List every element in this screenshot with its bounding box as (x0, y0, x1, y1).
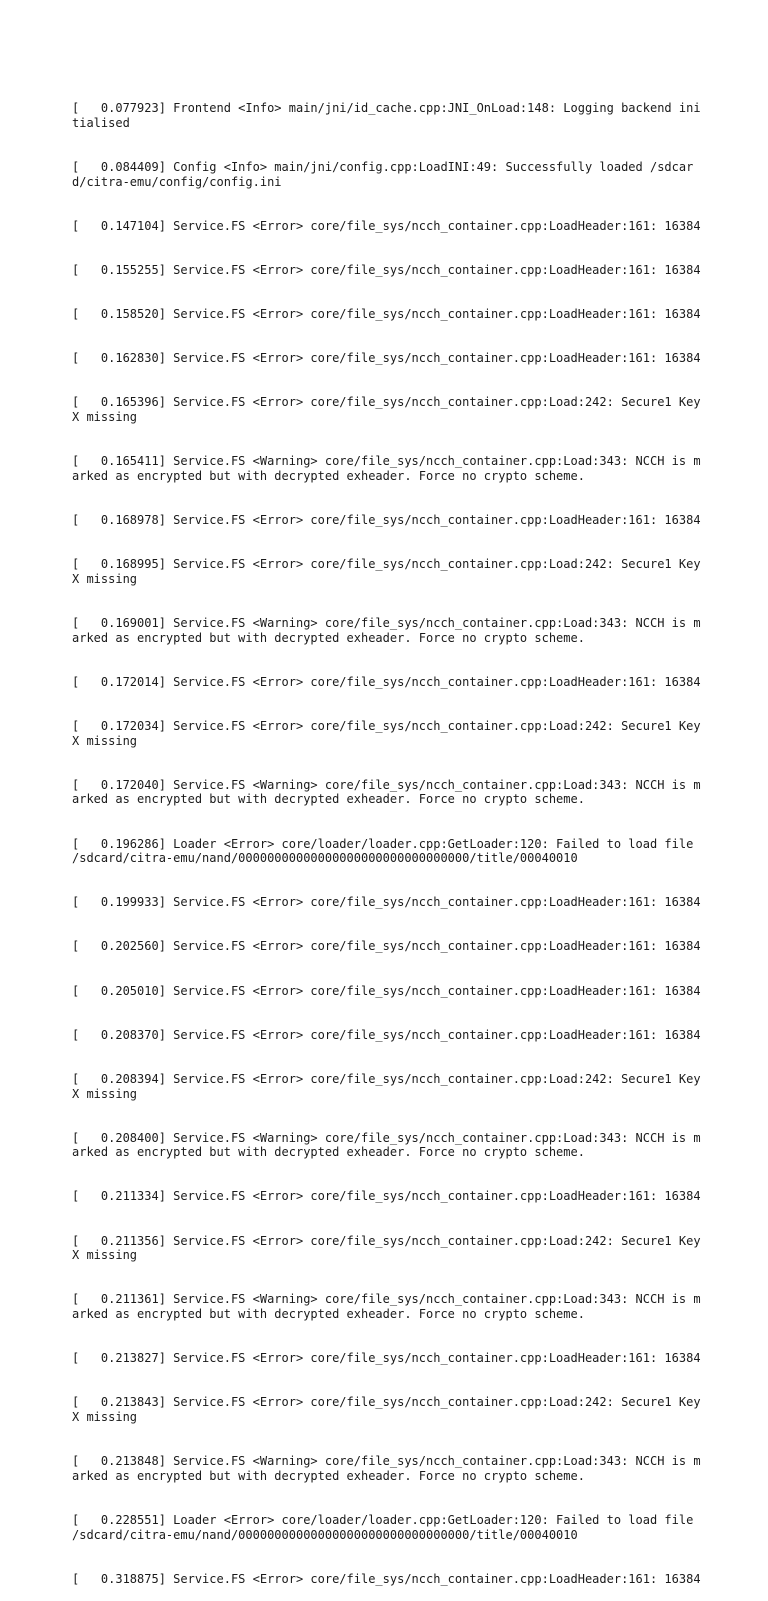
log-line: [ 0.196286] Loader <Error> core/loader/loader.cpp:GetLoader:120: Failed to load file /sdcard/citra-emu/nand/00000000000000000000000000000000/title/00040010 (72, 836, 701, 866)
log-line: [ 0.168995] Service.FS <Error> core/file_sys/ncch_container.cpp:Load:242: Secure1 KeyX missing (72, 557, 701, 586)
log-line: [ 0.172040] Service.FS <Warning> core/file_sys/ncch_container.cpp:Load:343: NCCH is marked as encrypted but with decrypted exheader. Force no crypto scheme. (72, 777, 701, 807)
log-output (72, 72, 702, 1601)
log-line: [ 0.172014] Service.FS <Error> core/file_sys/ncch_container.cpp:LoadHeader:161: 16384 (72, 674, 701, 689)
log-line: [ 0.213843] Service.FS <Error> core/file_sys/ncch_container.cpp:Load:242: Secure1 KeyX missing (72, 1395, 701, 1424)
log-line: [ 0.077923] Frontend <Info> main/jni/id_cache.cpp:JNI_OnLoad:148: Logging backend initialised (72, 101, 701, 131)
log-line: [ 0.213848] Service.FS <Warning> core/file_sys/ncch_container.cpp:Load:343: NCCH is marked as encrypted but with decrypted exheader. Force no crypto scheme. (72, 1454, 701, 1483)
log-line: [ 0.211356] Service.FS <Error> core/file_sys/ncch_container.cpp:Load:242: Secure1 KeyX missing (72, 1233, 701, 1263)
log-line: [ 0.172034] Service.FS <Error> core/file_sys/ncch_container.cpp:Load:242: Secure1 KeyX missing (72, 718, 701, 748)
log-line: [ 0.199933] Service.FS <Error> core/file_sys/ncch_container.cpp:LoadHeader:161: 16384 (72, 895, 701, 910)
log-line: [ 0.228551] Loader <Error> core/loader/loader.cpp:GetLoader:120: Failed to load file /sdcard/citra-emu/nand/00000000000000000000000000000000/title/00040010 (72, 1512, 701, 1542)
log-line: [ 0.168978] Service.FS <Error> core/file_sys/ncch_container.cpp:LoadHeader:161: 16384 (72, 513, 701, 528)
log-line: [ 0.155255] Service.FS <Error> core/file_sys/ncch_container.cpp:LoadHeader:161: 16384 (72, 263, 701, 278)
log-line: [ 0.213827] Service.FS <Error> core/file_sys/ncch_container.cpp:LoadHeader:161: 16384 (72, 1351, 701, 1366)
log-line: [ 0.208400] Service.FS <Warning> core/file_sys/ncch_container.cpp:Load:343: NCCH is marked as encrypted but with decrypted exheader. Force no crypto scheme. (72, 1130, 701, 1160)
log-line: [ 0.208370] Service.FS <Error> core/file_sys/ncch_container.cpp:LoadHeader:161: 16384 (72, 1027, 701, 1042)
log-line: [ 0.169001] Service.FS <Warning> core/file_sys/ncch_container.cpp:Load:343: NCCH is marked as encrypted but with decrypted exheader. Force no crypto scheme. (72, 616, 701, 645)
log-line: [ 0.162830] Service.FS <Error> core/file_sys/ncch_container.cpp:LoadHeader:161: 16384 (72, 351, 701, 366)
log-line: [ 0.147104] Service.FS <Error> core/file_sys/ncch_container.cpp:LoadHeader:161: 16384 (72, 219, 701, 234)
log-line: [ 0.202560] Service.FS <Error> core/file_sys/ncch_container.cpp:LoadHeader:161: 16384 (72, 939, 701, 954)
log-line: [ 0.084409] Config <Info> main/jni/config.cpp:LoadINI:49: Successfully loaded /sdcard/citra-emu/config/config.ini (72, 160, 694, 189)
log-line: [ 0.208394] Service.FS <Error> core/file_sys/ncch_container.cpp:Load:242: Secure1 KeyX missing (72, 1071, 701, 1101)
log-line: [ 0.211361] Service.FS <Warning> core/file_sys/ncch_container.cpp:Load:343: NCCH is marked as encrypted but with decrypted exheader. Force no crypto scheme. (72, 1292, 701, 1322)
log-line: [ 0.318875] Service.FS <Error> core/file_sys/ncch_container.cpp:LoadHeader:161: 16384 (72, 1571, 701, 1586)
log-line: [ 0.165396] Service.FS <Error> core/file_sys/ncch_container.cpp:Load:242: Secure1 KeyX missing (72, 395, 701, 425)
log-line: [ 0.211334] Service.FS <Error> core/file_sys/ncch_container.cpp:LoadHeader:161: 16384 (72, 1189, 701, 1204)
log-line: [ 0.205010] Service.FS <Error> core/file_sys/ncch_container.cpp:LoadHeader:161: 16384 (72, 983, 701, 998)
log-line: [ 0.158520] Service.FS <Error> core/file_sys/ncch_container.cpp:LoadHeader:161: 16384 (72, 307, 701, 322)
log-line: [ 0.165411] Service.FS <Warning> core/file_sys/ncch_container.cpp:Load:343: NCCH is marked as encrypted but with decrypted exheader. Force no crypto scheme. (72, 454, 701, 483)
